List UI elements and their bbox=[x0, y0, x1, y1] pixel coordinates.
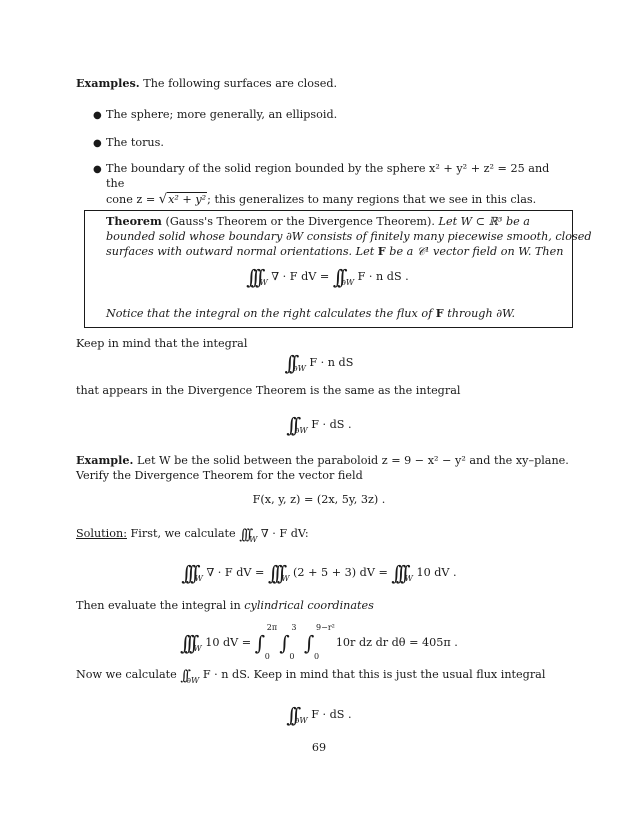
equation-right: F · n dS . bbox=[357, 270, 409, 283]
paragraph-text: Then evaluate the integral in bbox=[76, 599, 241, 612]
lower-limit: 0 bbox=[314, 652, 320, 662]
solution-label: Solution: bbox=[76, 527, 127, 540]
theorem-line3-pre: surfaces with outward normal orientations. Let bbox=[106, 245, 375, 259]
equation-left: ∇ · F dV = bbox=[271, 270, 330, 283]
triple-integral-icon: ∫∫∫ bbox=[267, 561, 282, 585]
paragraph-text: Now we calculate bbox=[76, 668, 177, 681]
triple-integral-icon: ∫∫∫ bbox=[181, 561, 195, 585]
subscript: W bbox=[194, 574, 203, 583]
bullet-icon: ● bbox=[93, 138, 102, 149]
paragraph: Keep in mind that the integral bbox=[76, 337, 248, 350]
solution-text: First, we calculate bbox=[130, 527, 236, 540]
theorem-line3-post: be a 𝒞¹ vector field on W. Then bbox=[389, 245, 564, 259]
display-equation bbox=[0, 702, 638, 729]
upper-limit: 9−r² bbox=[316, 623, 335, 632]
subscript: ∂W bbox=[295, 716, 308, 725]
subscript: W bbox=[281, 574, 290, 583]
list-item bbox=[106, 161, 568, 209]
vector-F: F bbox=[435, 306, 444, 320]
page-number: 69 bbox=[311, 741, 327, 754]
double-integral-icon: ∫∫ bbox=[286, 703, 296, 727]
sqrt-icon: √ bbox=[158, 192, 168, 208]
lower-limit: 0 bbox=[289, 652, 295, 662]
vector-F: F bbox=[377, 244, 386, 259]
solution-text: ∇ · F dV: bbox=[260, 527, 309, 540]
double-integral-icon: ∫∫ bbox=[286, 413, 296, 437]
theorem-title: Theorem bbox=[106, 214, 162, 228]
solution-paragraph bbox=[76, 526, 309, 546]
integral-with-limits: ∫ 2π 0 bbox=[254, 623, 278, 662]
example-heading: Example. bbox=[76, 453, 134, 467]
subscript: ∂W bbox=[295, 426, 308, 435]
example-paragraph bbox=[76, 453, 569, 483]
triple-integral-icon: ∫∫∫ bbox=[239, 527, 250, 543]
lower-limit: 0 bbox=[264, 652, 270, 662]
theorem-subtitle: (Gauss's Theorem or the Divergence Theorem). bbox=[165, 215, 435, 228]
emphasis: cylindrical coordinates bbox=[244, 599, 374, 612]
upper-limit: 2π bbox=[266, 623, 278, 632]
subscript: W bbox=[193, 644, 202, 653]
examples-intro: The following surfaces are closed. bbox=[143, 77, 338, 90]
paragraph bbox=[76, 598, 374, 613]
double-integral-icon: ∫∫ bbox=[284, 351, 294, 375]
display-equation bbox=[0, 412, 638, 439]
theorem-equation bbox=[84, 264, 571, 291]
list-item-line: The boundary of the solid region bounded by the sphere x² + y² + z² = 25 and the bbox=[106, 162, 550, 191]
subscript: ∂W bbox=[186, 676, 200, 685]
example-line: Verify the Divergence Theorem for the vector field bbox=[76, 469, 363, 483]
triple-integral-icon: ∫∫∫ bbox=[180, 631, 194, 655]
note-pre: Notice that the integral on the right calculates the flux of bbox=[106, 307, 433, 320]
note-post: through ∂W. bbox=[447, 307, 516, 320]
vector-field-equation: F(x, y, z) = (2x, 5y, 3z) . bbox=[252, 493, 386, 506]
display-equation bbox=[0, 623, 638, 662]
upper-limit: 3 bbox=[291, 623, 297, 632]
theorem-line bbox=[106, 244, 564, 259]
theorem-statement: Let W ⊂ ℝ³ be a bbox=[438, 215, 530, 228]
examples-heading: Examples. bbox=[76, 76, 140, 90]
bullet-icon: ● bbox=[93, 164, 102, 175]
paragraph-text: Keep in mind that this is just the usual flux integral bbox=[253, 668, 546, 681]
equation-part: 10r dz dr dθ = 405π . bbox=[335, 636, 458, 649]
theorem-line bbox=[106, 214, 552, 229]
cone-suffix: ; this generalizes to many regions that we see in this clas. bbox=[207, 193, 537, 207]
equation-body: F · dS . bbox=[311, 418, 352, 431]
subscript: W bbox=[249, 535, 258, 544]
sqrt-radicand: x² + y² bbox=[168, 193, 207, 207]
double-integral-icon: ∫∫ bbox=[180, 668, 187, 684]
theorem-line: bounded solid whose boundary ∂W consists of finitely many piecewise smooth, closed bbox=[106, 230, 592, 244]
equation-body: F · n dS bbox=[309, 356, 354, 369]
integral-with-limits: ∫ 9−r² 0 bbox=[304, 623, 335, 662]
examples-paragraph bbox=[76, 76, 337, 91]
theorem-note bbox=[106, 306, 515, 321]
triple-integral-icon: ∫∫∫ bbox=[246, 265, 260, 289]
double-integral-icon: ∫∫ bbox=[332, 265, 342, 289]
equation-part: ∇ · F dV = bbox=[206, 566, 265, 579]
equation-part: (2 + 5 + 3) dV = bbox=[293, 566, 388, 579]
display-equation bbox=[0, 560, 638, 587]
list-item: The torus. bbox=[106, 136, 164, 149]
integral-with-limits: ∫ 3 0 bbox=[279, 623, 297, 662]
paragraph bbox=[76, 667, 545, 687]
cone-prefix: cone z = bbox=[106, 193, 159, 207]
subscript: ∂W bbox=[293, 364, 306, 373]
triple-integral-icon: ∫∫∫ bbox=[391, 561, 405, 585]
equation-part: 10 dV . bbox=[416, 566, 457, 579]
equation-part: 10 dV = bbox=[205, 636, 252, 649]
theorem-text bbox=[106, 214, 592, 259]
subscript: W bbox=[259, 278, 268, 287]
example-text: Let W be the solid between the paraboloid z = 9 − x² − y² and the xy–plane. bbox=[136, 454, 569, 467]
list-item-line bbox=[106, 191, 568, 209]
subscript: W bbox=[404, 574, 413, 583]
equation-body: F · dS . bbox=[311, 708, 352, 721]
paragraph: that appears in the Divergence Theorem is the same as the integral bbox=[76, 384, 461, 397]
bullet-icon: ● bbox=[93, 110, 102, 121]
list-item: The sphere; more generally, an ellipsoid. bbox=[106, 108, 338, 121]
paragraph-text: F · n dS. bbox=[202, 668, 251, 681]
example-line bbox=[76, 453, 569, 468]
subscript: ∂W bbox=[341, 278, 355, 287]
display-equation bbox=[0, 350, 638, 377]
